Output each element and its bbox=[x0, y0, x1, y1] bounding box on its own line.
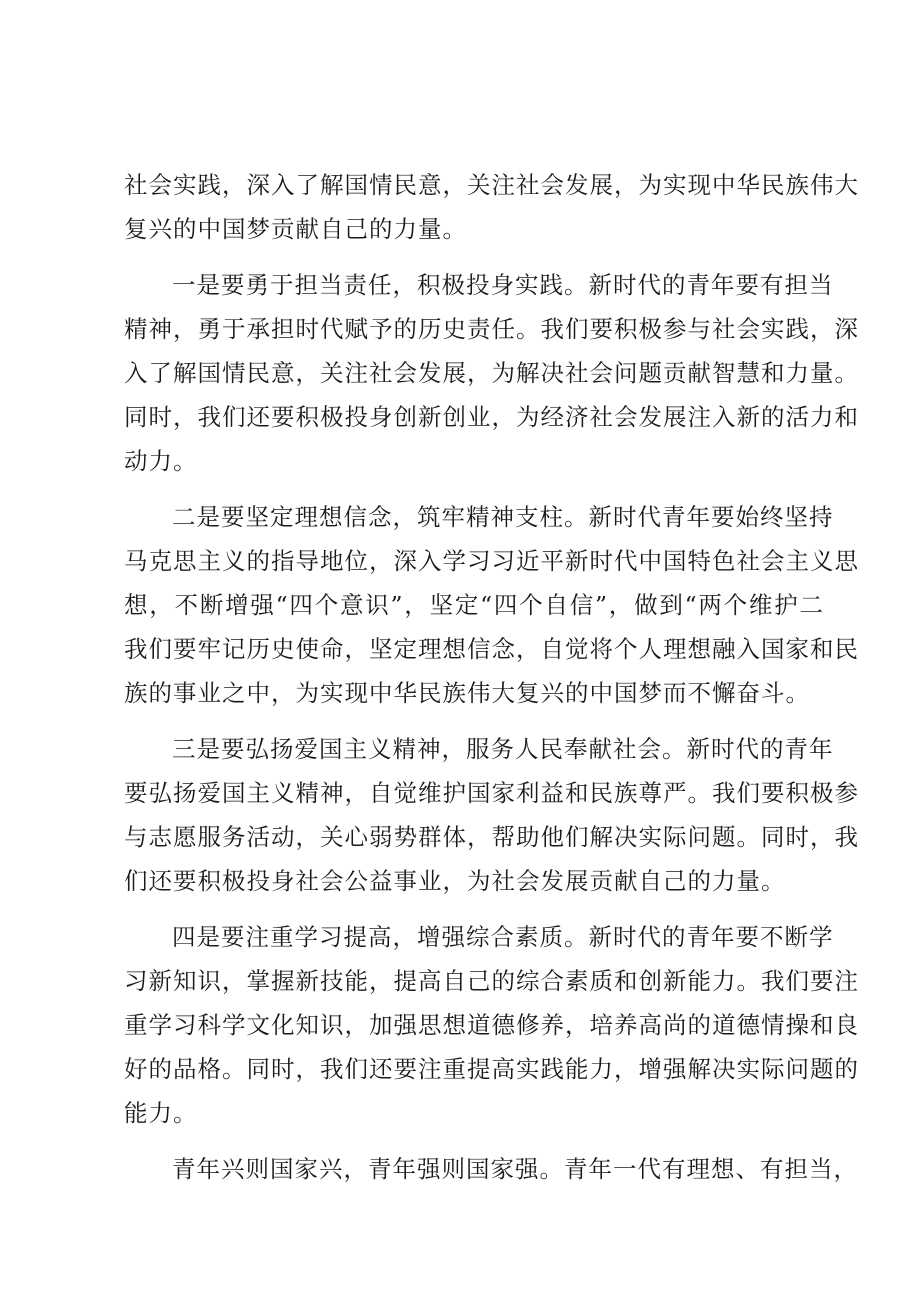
paragraph-point-two bbox=[124, 495, 859, 715]
paragraph-conclusion bbox=[124, 1147, 858, 1191]
text-line: 们还要积极投身社会公益事业，为社会发展贡献自己的力量。 bbox=[124, 867, 786, 895]
text-line: 与志愿服务活动，关心弱势群体，帮助他们解决实际问题。同时，我 bbox=[124, 823, 859, 851]
text-line: 二是要坚定理想信念，筑牢精神支柱。新时代青年要始终坚持 bbox=[172, 503, 834, 531]
paragraph-continuation bbox=[124, 163, 859, 251]
text-line: 三是要弘扬爱国主义精神，服务人民奉献社会。新时代的青年 bbox=[172, 735, 834, 763]
text-line: 能力。 bbox=[124, 1099, 198, 1127]
document-body bbox=[124, 163, 859, 1203]
text-line: 同时，我们还要积极投身创新创业，为经济社会发展注入新的活力和 bbox=[124, 403, 859, 431]
text-line: 一是要勇于担当责任，积极投身实践。新时代的青年要有担当 bbox=[172, 271, 834, 299]
text-line: 马克思主义的指导地位，深入学习习近平新时代中国特色社会主义思 bbox=[124, 547, 859, 575]
text-line: 动力。 bbox=[124, 447, 198, 475]
text-line: 好的品格。同时，我们还要注重提高实践能力，增强解决实际问题的 bbox=[124, 1055, 859, 1083]
paragraph-point-three bbox=[124, 727, 859, 903]
text-line: 四是要注重学习提高，增强综合素质。新时代的青年要不断学 bbox=[172, 923, 834, 951]
text-line: 精神，勇于承担时代赋予的历史责任。我们要积极参与社会实践，深 bbox=[124, 315, 859, 343]
text-line: 青年兴则国家兴，青年强则国家强。青年一代有理想、有担当， bbox=[172, 1155, 858, 1183]
paragraph-point-four bbox=[124, 915, 859, 1135]
text-line: 入了解国情民意，关注社会发展，为解决社会问题贡献智慧和力量。 bbox=[124, 359, 859, 387]
paragraph-point-one bbox=[124, 263, 859, 483]
text-line: 习新知识，掌握新技能，提高自己的综合素质和创新能力。我们要注 bbox=[124, 967, 859, 995]
text-line: 想，不断增强“四个意识”，坚定“四个自信”，做到“两个维护二 bbox=[124, 591, 824, 619]
text-line: 复兴的中国梦贡献自己的力量。 bbox=[124, 215, 467, 243]
text-line: 要弘扬爱国主义精神，自觉维护国家利益和民族尊严。我们要积极参 bbox=[124, 779, 859, 807]
text-line: 重学习科学文化知识，加强思想道德修养，培养高尚的道德情操和良 bbox=[124, 1011, 859, 1039]
text-line: 族的事业之中，为实现中华民族伟大复兴的中国梦而不懈奋斗。 bbox=[124, 679, 810, 707]
text-line: 我们要牢记历史使命，坚定理想信念，自觉将个人理想融入国家和民 bbox=[124, 635, 859, 663]
text-line: 社会实践，深入了解国情民意，关注社会发展，为实现中华民族伟大 bbox=[124, 171, 859, 199]
